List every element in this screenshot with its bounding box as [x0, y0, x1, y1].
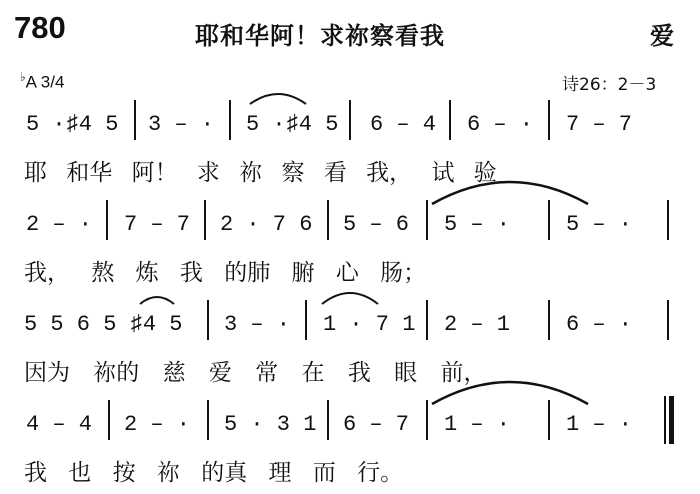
lyric-line: 因为 祢的 慈 爱 常 在 我 眼 前， [24, 360, 487, 386]
tie [432, 382, 588, 404]
measure: 6 – 4 [370, 112, 437, 137]
measure: 2 – · [26, 212, 93, 237]
slur [140, 297, 174, 304]
key-time: A 3/4 [25, 72, 65, 92]
measure: 2 – 1 [444, 312, 511, 337]
hymn-number: 780 [14, 10, 66, 45]
measure: 1 – · [566, 412, 633, 437]
hymn-category: 爱 [650, 22, 674, 50]
lyric-line: 耶 和华 阿！ 求 祢 察 看 我， 试 验 [24, 160, 497, 186]
measure: 5 5 6 5 ♯4 5 [24, 312, 183, 337]
measure: 2 – · [124, 412, 191, 437]
measure: 1 – · [444, 412, 511, 437]
measure: 7 – 7 [124, 212, 191, 237]
measure: 6 – 7 [343, 412, 410, 437]
measure: 5 – 6 [343, 212, 410, 237]
slur [322, 293, 378, 304]
measure: 5 – · [444, 212, 511, 237]
lyric-line: 我， 熬 炼 我 的肺 腑 心 肠； [24, 260, 427, 286]
measure: 6 – · [566, 312, 633, 337]
measure: 5 – · [566, 212, 633, 237]
hymn-title: 耶和华阿！求祢察看我 [195, 22, 445, 50]
scripture-reference: 诗26：2－3 [562, 75, 657, 95]
measure: 5 · 3 1 [224, 412, 317, 437]
measure: 5 ·♯4 5 [246, 112, 339, 137]
measure: 6 – · [467, 112, 534, 137]
measure: 5 ·♯4 5 [26, 112, 119, 137]
tie [432, 182, 588, 204]
slur [250, 94, 306, 104]
measure: 1 · 7 1 [323, 312, 416, 337]
measure: 3 – · [224, 312, 291, 337]
measure: 4 – 4 [26, 412, 93, 437]
measure: 7 – 7 [566, 112, 633, 137]
measure: 3 – · [148, 112, 215, 137]
lyric-line: 我 也 按 祢 的真 理 而 行。 [24, 460, 404, 486]
flat-sign: ♭ [20, 70, 26, 84]
measure: 2 · 7 6 [220, 212, 313, 237]
